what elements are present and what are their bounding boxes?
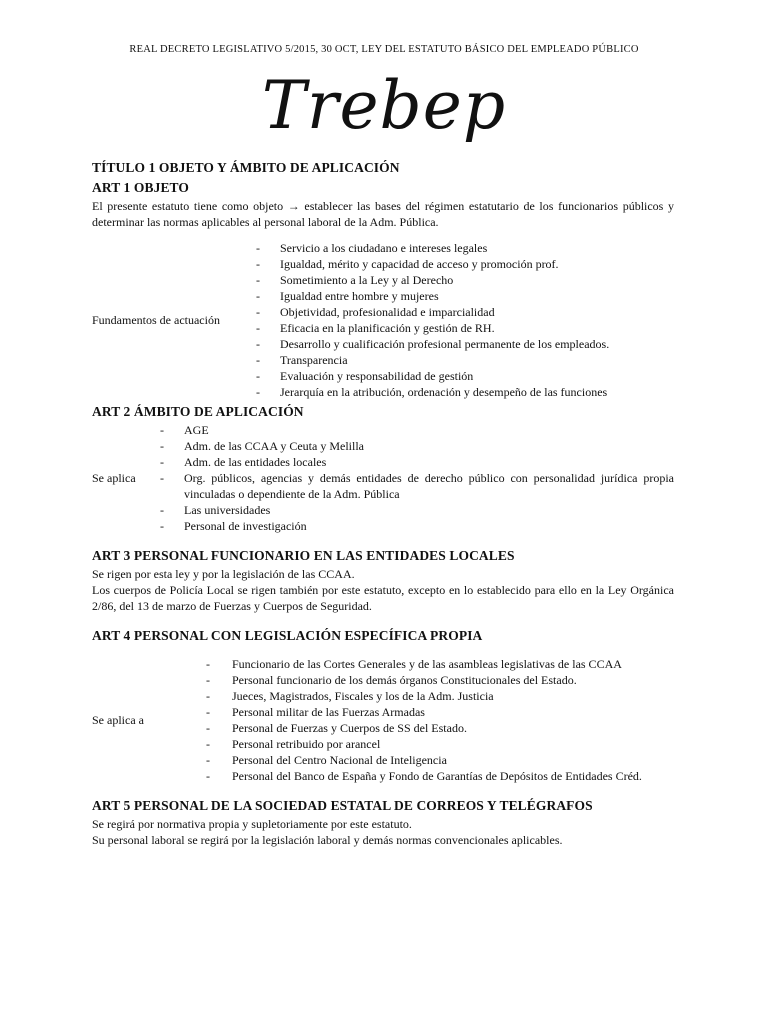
art-2-heading: ART 2 ÁMBITO DE APLICACIÓN xyxy=(92,404,304,419)
art-3-line-1: Se rigen por esta ley y por la legislación de las CCAA. xyxy=(92,567,355,581)
art-4-list-block xyxy=(92,656,674,784)
art-5-line-2: Su personal laboral se regirá por la legislación laboral y demás normas convencionales aplicables. xyxy=(92,833,563,847)
list-item: - Funcionario de las Cortes Generales y de las asambleas legislativas de las CCAA xyxy=(206,657,622,671)
list-item: - Igualdad, mérito y capacidad de acceso y promoción prof. xyxy=(256,257,559,271)
art-5-line-1: Se regirá por normativa propia y supletoriamente por este estatuto. xyxy=(92,817,412,831)
list-item: - Adm. de las entidades locales xyxy=(160,455,327,469)
list-item: - Eficacia en la planificación y gestión de RH. xyxy=(256,321,495,335)
list-item: - Transparencia xyxy=(256,353,348,367)
list-item: - AGE xyxy=(160,423,209,437)
list-item: - Jueces, Magistrados, Fiscales y los de la Adm. Justicia xyxy=(206,689,494,703)
list-item: - Objetividad, profesionalidad e imparcialidad xyxy=(256,305,495,319)
art-4-heading: ART 4 PERSONAL CON LEGISLACIÓN ESPECÍFICA PROPIA xyxy=(92,628,483,643)
art-4-label: Se aplica a xyxy=(92,713,144,727)
art-1-list-block xyxy=(92,240,674,400)
title-1-heading: TÍTULO 1 OBJETO Y ÁMBITO DE APLICACIÓN xyxy=(92,160,400,175)
list-item: - Desarrollo y cualificación profesional permanente de los empleados. xyxy=(256,337,610,351)
list-item: - Personal militar de las Fuerzas Armadas xyxy=(206,705,425,719)
list-item: - Org. públicos, agencias y demás entidades de derecho público con personalidad jurídica propia vinculadas o dependiente de la Adm. Pública xyxy=(160,471,674,501)
document-header: REAL DECRETO LEGISLATIVO 5/2015, 30 OCT, LEY DEL ESTATUTO BÁSICO DEL EMPLEADO PÚBLICO xyxy=(129,44,639,55)
list-item: - Evaluación y responsabilidad de gestión xyxy=(256,369,474,383)
art-3-heading: ART 3 PERSONAL FUNCIONARIO EN LAS ENTIDADES LOCALES xyxy=(92,548,515,563)
art-5-heading: ART 5 PERSONAL DE LA SOCIEDAD ESTATAL DE CORREOS Y TELÉGRAFOS xyxy=(92,798,593,813)
art-2-list xyxy=(160,422,674,534)
art-3-line-2: Los cuerpos de Policía Local se rigen también por este estatuto, excepto en lo establecido para ello en la Ley Orgánica 2/86, del 13 de marzo de Fuerzas y Cuerpos de Seguridad. xyxy=(92,583,674,613)
list-item: - Jerarquía en la atribución, ordenación y desempeño de las funciones xyxy=(256,385,608,399)
list-item: - Personal de Fuerzas y Cuerpos de SS del Estado. xyxy=(206,721,467,735)
list-item: - Las universidades xyxy=(160,503,271,517)
list-item: - Servicio a los ciudadano e intereses legales xyxy=(256,241,488,255)
list-item: - Personal del Banco de España y Fondo de Garantías de Depósitos de Entidades Créd. xyxy=(206,769,642,783)
art-2-label: Se aplica xyxy=(92,471,136,485)
art-2-list-block xyxy=(92,422,674,534)
list-item: - Personal retribuido por arancel xyxy=(206,737,381,751)
list-item: - Sometimiento a la Ley y al Derecho xyxy=(256,273,454,287)
list-item: - Adm. de las CCAA y Ceuta y Melilla xyxy=(160,439,364,453)
document-body xyxy=(92,158,674,848)
art-1-label: Fundamentos de actuación xyxy=(92,313,220,327)
list-item: - Personal funcionario de los demás órganos Constitucionales del Estado. xyxy=(206,673,577,687)
list-item: - Igualdad entre hombre y mujeres xyxy=(256,289,439,303)
art-1-list xyxy=(256,240,674,400)
art-1-text: El presente estatuto tiene como objeto → establecer las bases del régimen estatutario de los funcionarios públicos y determinar las normas aplicables al personal laboral de la Adm. Pública. xyxy=(92,199,674,229)
list-item: - Personal del Centro Nacional de Inteligencia xyxy=(206,753,447,767)
document-title: Trebep xyxy=(261,67,507,144)
art-1-heading: ART 1 OBJETO xyxy=(92,180,190,195)
list-item: - Personal de investigación xyxy=(160,519,307,533)
art-4-list xyxy=(206,656,674,784)
